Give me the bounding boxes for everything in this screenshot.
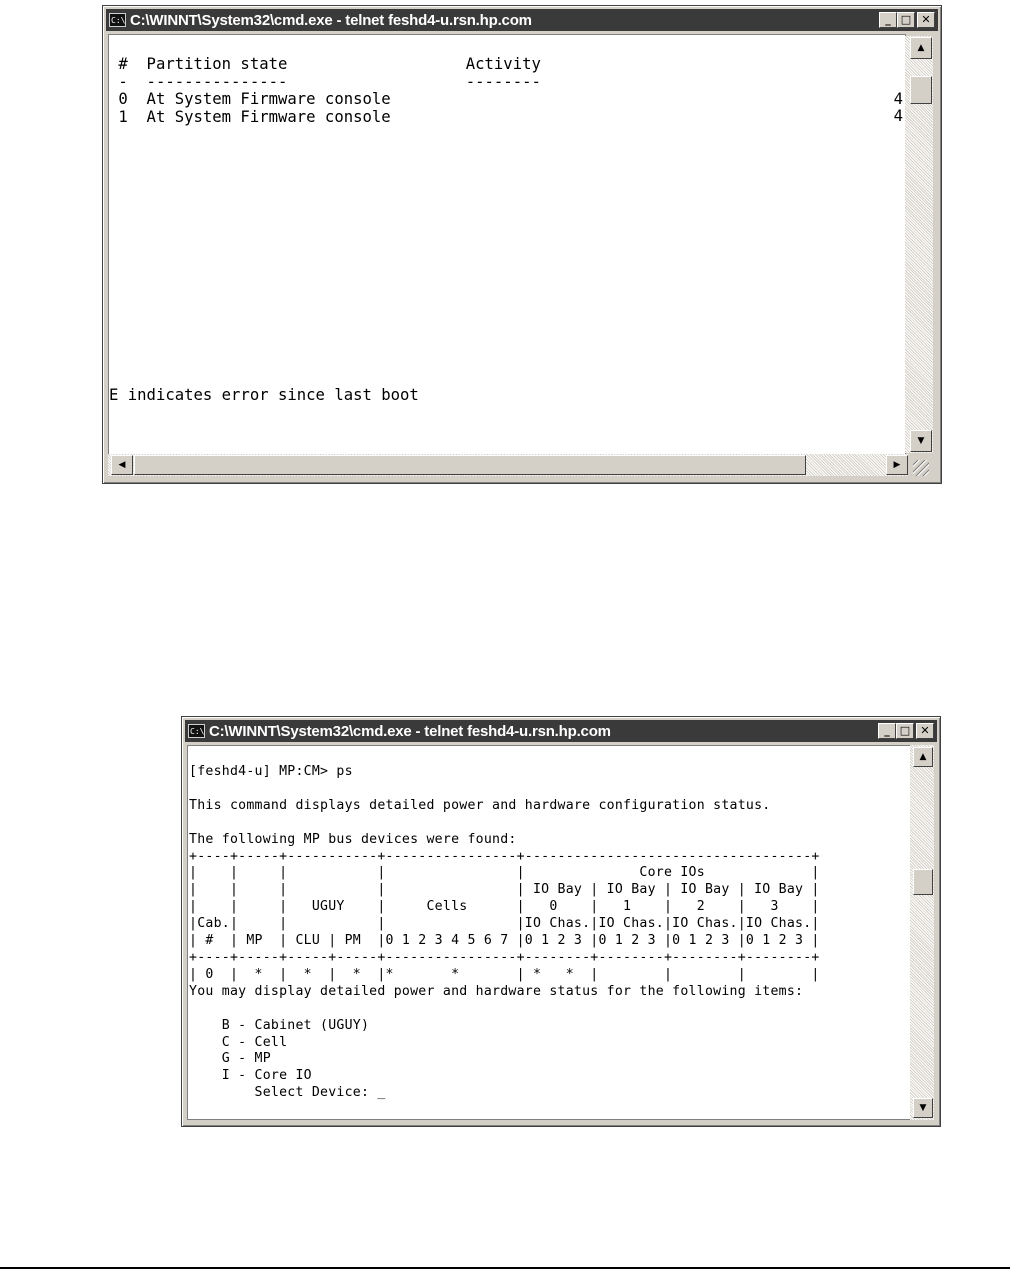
resize-grip[interactable] [913,460,929,476]
scroll-down-button[interactable]: ▼ [913,1098,933,1118]
maximize-button[interactable]: □ [897,12,915,28]
console-area[interactable] [187,745,911,1120]
console-text: [feshd4-u] MP:CM> ps This command displays detailed power and hardware configuration status. The following MP bus devices were found: +----+-----+-----------+----------------+-----------------------------------+ | | | | | Core IOs | | | | | | IO Bay | IO Bay | IO Bay | IO Bay | | | | UGUY | Cells | 0 | 1 | 2 | 3 | |Cab.| | | |IO Chas.|IO Chas.|IO Chas.|IO Chas.| | # | MP | CLU | PM |0 1 2 3 4 5 6 7 |0 1 2 3 |0 1 2 3 |0 1 2 3 |0 1 2 3 | +----+-----+-----+-----+----------------+--------+--------+--------+--------+ | 0 | * | * | * |* * | * * | | | | You may display detailed power and hardware status for the following items: B - Cabinet (UGUY) C - Cell G - MP I - Core IO Select Device: _ [189,764,820,1101]
scroll-left-button[interactable]: ◀ [111,455,133,475]
scroll-right-button[interactable]: ▶ [886,455,908,475]
cmd-icon[interactable]: C:\ [109,13,126,27]
cmd-icon[interactable]: C:\ [188,724,205,738]
terminal-window-2 [181,716,941,1127]
maximize-button[interactable]: □ [896,723,914,739]
vertical-scrollbar[interactable] [905,36,933,453]
vertical-scrollbar[interactable] [910,745,934,1120]
minimize-button[interactable]: _ [879,12,897,28]
minimize-button[interactable]: _ [878,723,896,739]
scroll-down-button[interactable]: ▼ [910,430,932,452]
right-edge-value: 4 [893,107,903,125]
console-text: # Partition state Activity - --------------- -------- 0 At System Firmware console 1 At System Firmware console E indicates error since last boot [109,55,541,405]
scroll-up-button[interactable]: ▲ [910,37,932,59]
horizontal-scroll-thumb[interactable] [134,455,806,475]
horizontal-scrollbar[interactable] [108,454,908,476]
terminal-window-1 [102,5,942,484]
console-area[interactable] [108,34,906,455]
window-title: C:\WINNT\System32\cmd.exe - telnet feshd4-u.rsn.hp.com [130,11,532,29]
scroll-thumb[interactable] [913,869,933,895]
close-button[interactable]: ✕ [917,12,935,28]
right-edge-value: 4 [893,90,903,108]
scroll-thumb[interactable] [910,76,932,104]
scroll-up-button[interactable]: ▲ [913,747,933,767]
title-bar[interactable] [185,720,937,742]
title-bar[interactable] [106,9,938,31]
window-title: C:\WINNT\System32\cmd.exe - telnet feshd4-u.rsn.hp.com [209,722,611,740]
page-divider [0,1267,1010,1269]
close-button[interactable]: ✕ [916,723,934,739]
